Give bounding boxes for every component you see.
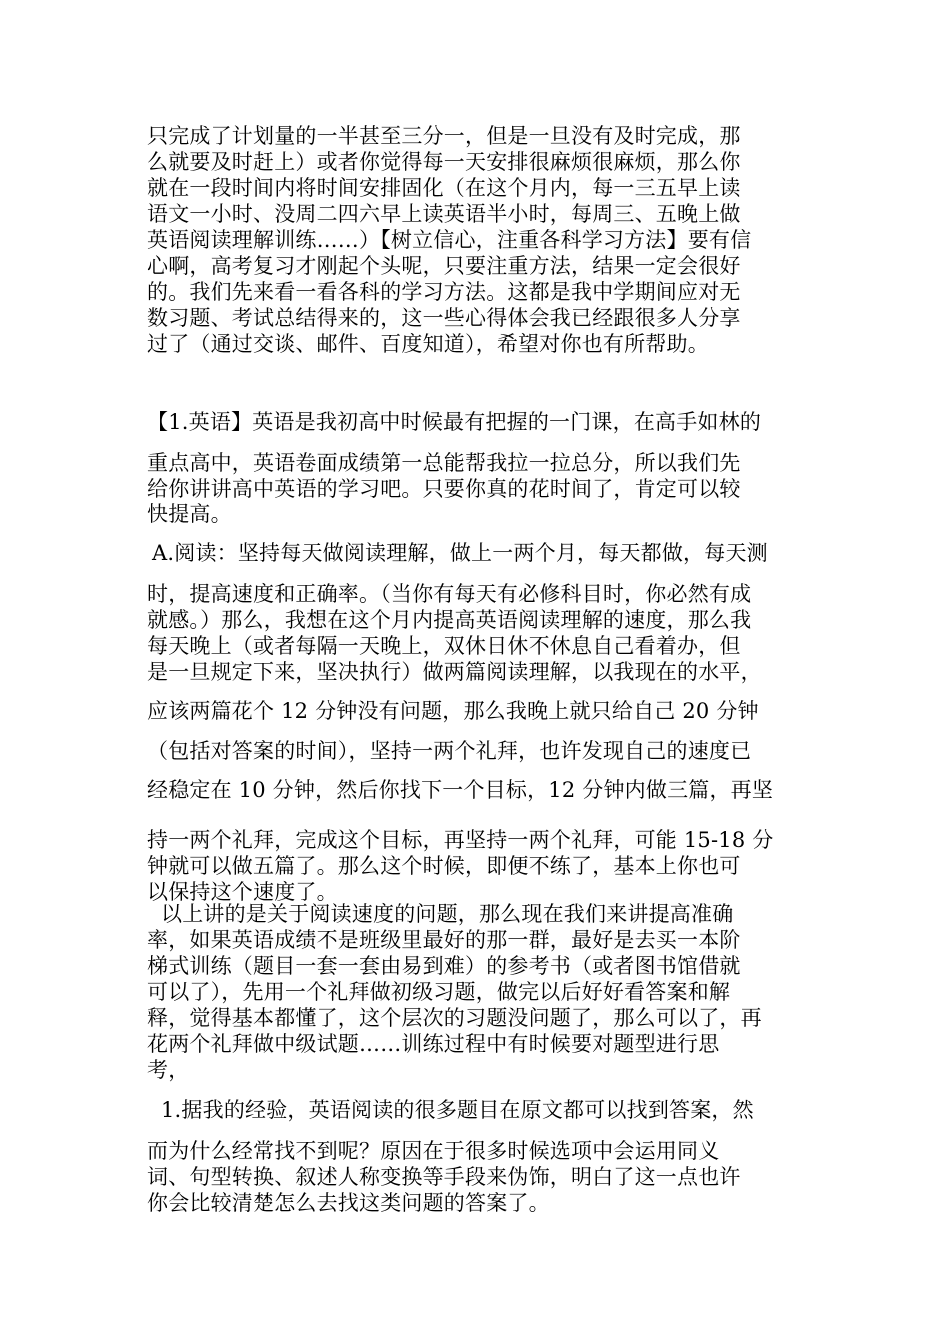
intro-line: 的。我们先来看一看各科的学习方法。这都是我中学期间应对无 bbox=[147, 280, 741, 304]
reading-line: 每天晚上（或者每隔一天晚上，双休日休不休息自己看着办，但 bbox=[147, 634, 741, 658]
intro-line: 只完成了计划量的一半甚至三分一，但是一旦没有及时完成，那 bbox=[147, 124, 741, 148]
english-section-line: 重点高中，英语卷面成绩第一总能帮我拉一拉总分，所以我们先 bbox=[147, 451, 741, 475]
tip-line: 词、句型转换、叙述人称变换等手段来伪饰，明白了这一点也许 bbox=[147, 1165, 741, 1189]
tip-line: 1.据我的经验，英语阅读的很多题目在原文都可以找到答案，然 bbox=[161, 1098, 754, 1122]
reading-line: 是一旦规定下来，坚决执行）做两篇阅读理解，以我现在的水平， bbox=[147, 660, 762, 684]
intro-line: 英语阅读理解训练……）【树立信心，注重各科学习方法】要有信 bbox=[147, 228, 752, 252]
accuracy-line: 释，觉得基本都懂了，这个层次的习题没问题了，那么可以了，再 bbox=[147, 1006, 762, 1030]
reading-line: （包括对答案的时间），坚持一两个礼拜，也许发现自己的速度已 bbox=[147, 739, 752, 763]
tip-line: 而为什么经常找不到呢？原因在于很多时候选项中会运用同义 bbox=[147, 1139, 720, 1163]
intro-line: 语文一小时、没周二四六早上读英语半小时，每周三、五晚上做 bbox=[147, 202, 741, 226]
accuracy-line: 率，如果英语成绩不是班级里最好的那一群，最好是去买一本阶 bbox=[147, 928, 741, 952]
accuracy-line: 梯式训练（题目一套一套由易到难）的参考书（或者图书馆借就 bbox=[147, 954, 741, 978]
accuracy-line: 考， bbox=[147, 1058, 190, 1082]
reading-line: 以保持这个速度了。 bbox=[147, 880, 338, 904]
intro-line: 就在一段时间内将时间安排固化（在这个月内，每一三五早上读 bbox=[147, 176, 741, 200]
reading-line: 持一两个礼拜，完成这个目标，再坚持一两个礼拜，可能 15-18 分 bbox=[147, 828, 774, 852]
reading-line: 钟就可以做五篇了。那么这个时候，即便不练了，基本上你也可 bbox=[147, 854, 741, 878]
english-section-line: 【1.英语】英语是我初高中时候最有把握的一门课，在高手如林的 bbox=[147, 410, 762, 434]
intro-line: 数习题、考试总结得来的，这一些心得体会我已经跟很多人分享 bbox=[147, 306, 741, 330]
tip-line: 你会比较清楚怎么去找这类问题的答案了。 bbox=[147, 1191, 550, 1215]
reading-line: 时，提高速度和正确率。（当你有每天有必修科目时，你必然有成 bbox=[147, 582, 752, 606]
reading-line: A.阅读：坚持每天做阅读理解，做上一两个月，每天都做，每天测 bbox=[152, 541, 768, 565]
intro-line: 过了（通过交谈、邮件、百度知道），希望对你也有所帮助。 bbox=[147, 332, 709, 356]
reading-line: 就感。）那么，我想在这个月内提高英语阅读理解的速度，那么我 bbox=[147, 608, 752, 632]
english-section-line: 快提高。 bbox=[147, 502, 232, 526]
reading-line: 经稳定在 10 分钟，然后你找下一个目标，12 分钟内做三篇，再坚 bbox=[147, 778, 774, 802]
accuracy-line: 可以了），先用一个礼拜做初级习题，做完以后好好看答案和解 bbox=[147, 980, 731, 1004]
intro-line: 么就要及时赶上）或者你觉得每一天安排很麻烦很麻烦，那么你 bbox=[147, 150, 741, 174]
intro-line: 心啊，高考复习才刚起个头呢，只要注重方法，结果一定会很好 bbox=[147, 254, 741, 278]
english-section-line: 给你讲讲高中英语的学习吧。只要你真的花时间了，肯定可以较 bbox=[147, 477, 741, 501]
reading-line: 应该两篇花个 12 分钟没有问题，那么我晚上就只给自己 20 分钟 bbox=[147, 699, 759, 723]
accuracy-line: 以上讲的是关于阅读速度的问题，那么现在我们来讲提高准确 bbox=[161, 902, 734, 926]
accuracy-line: 花两个礼拜做中级试题……训练过程中有时候要对题型进行思 bbox=[147, 1032, 720, 1056]
